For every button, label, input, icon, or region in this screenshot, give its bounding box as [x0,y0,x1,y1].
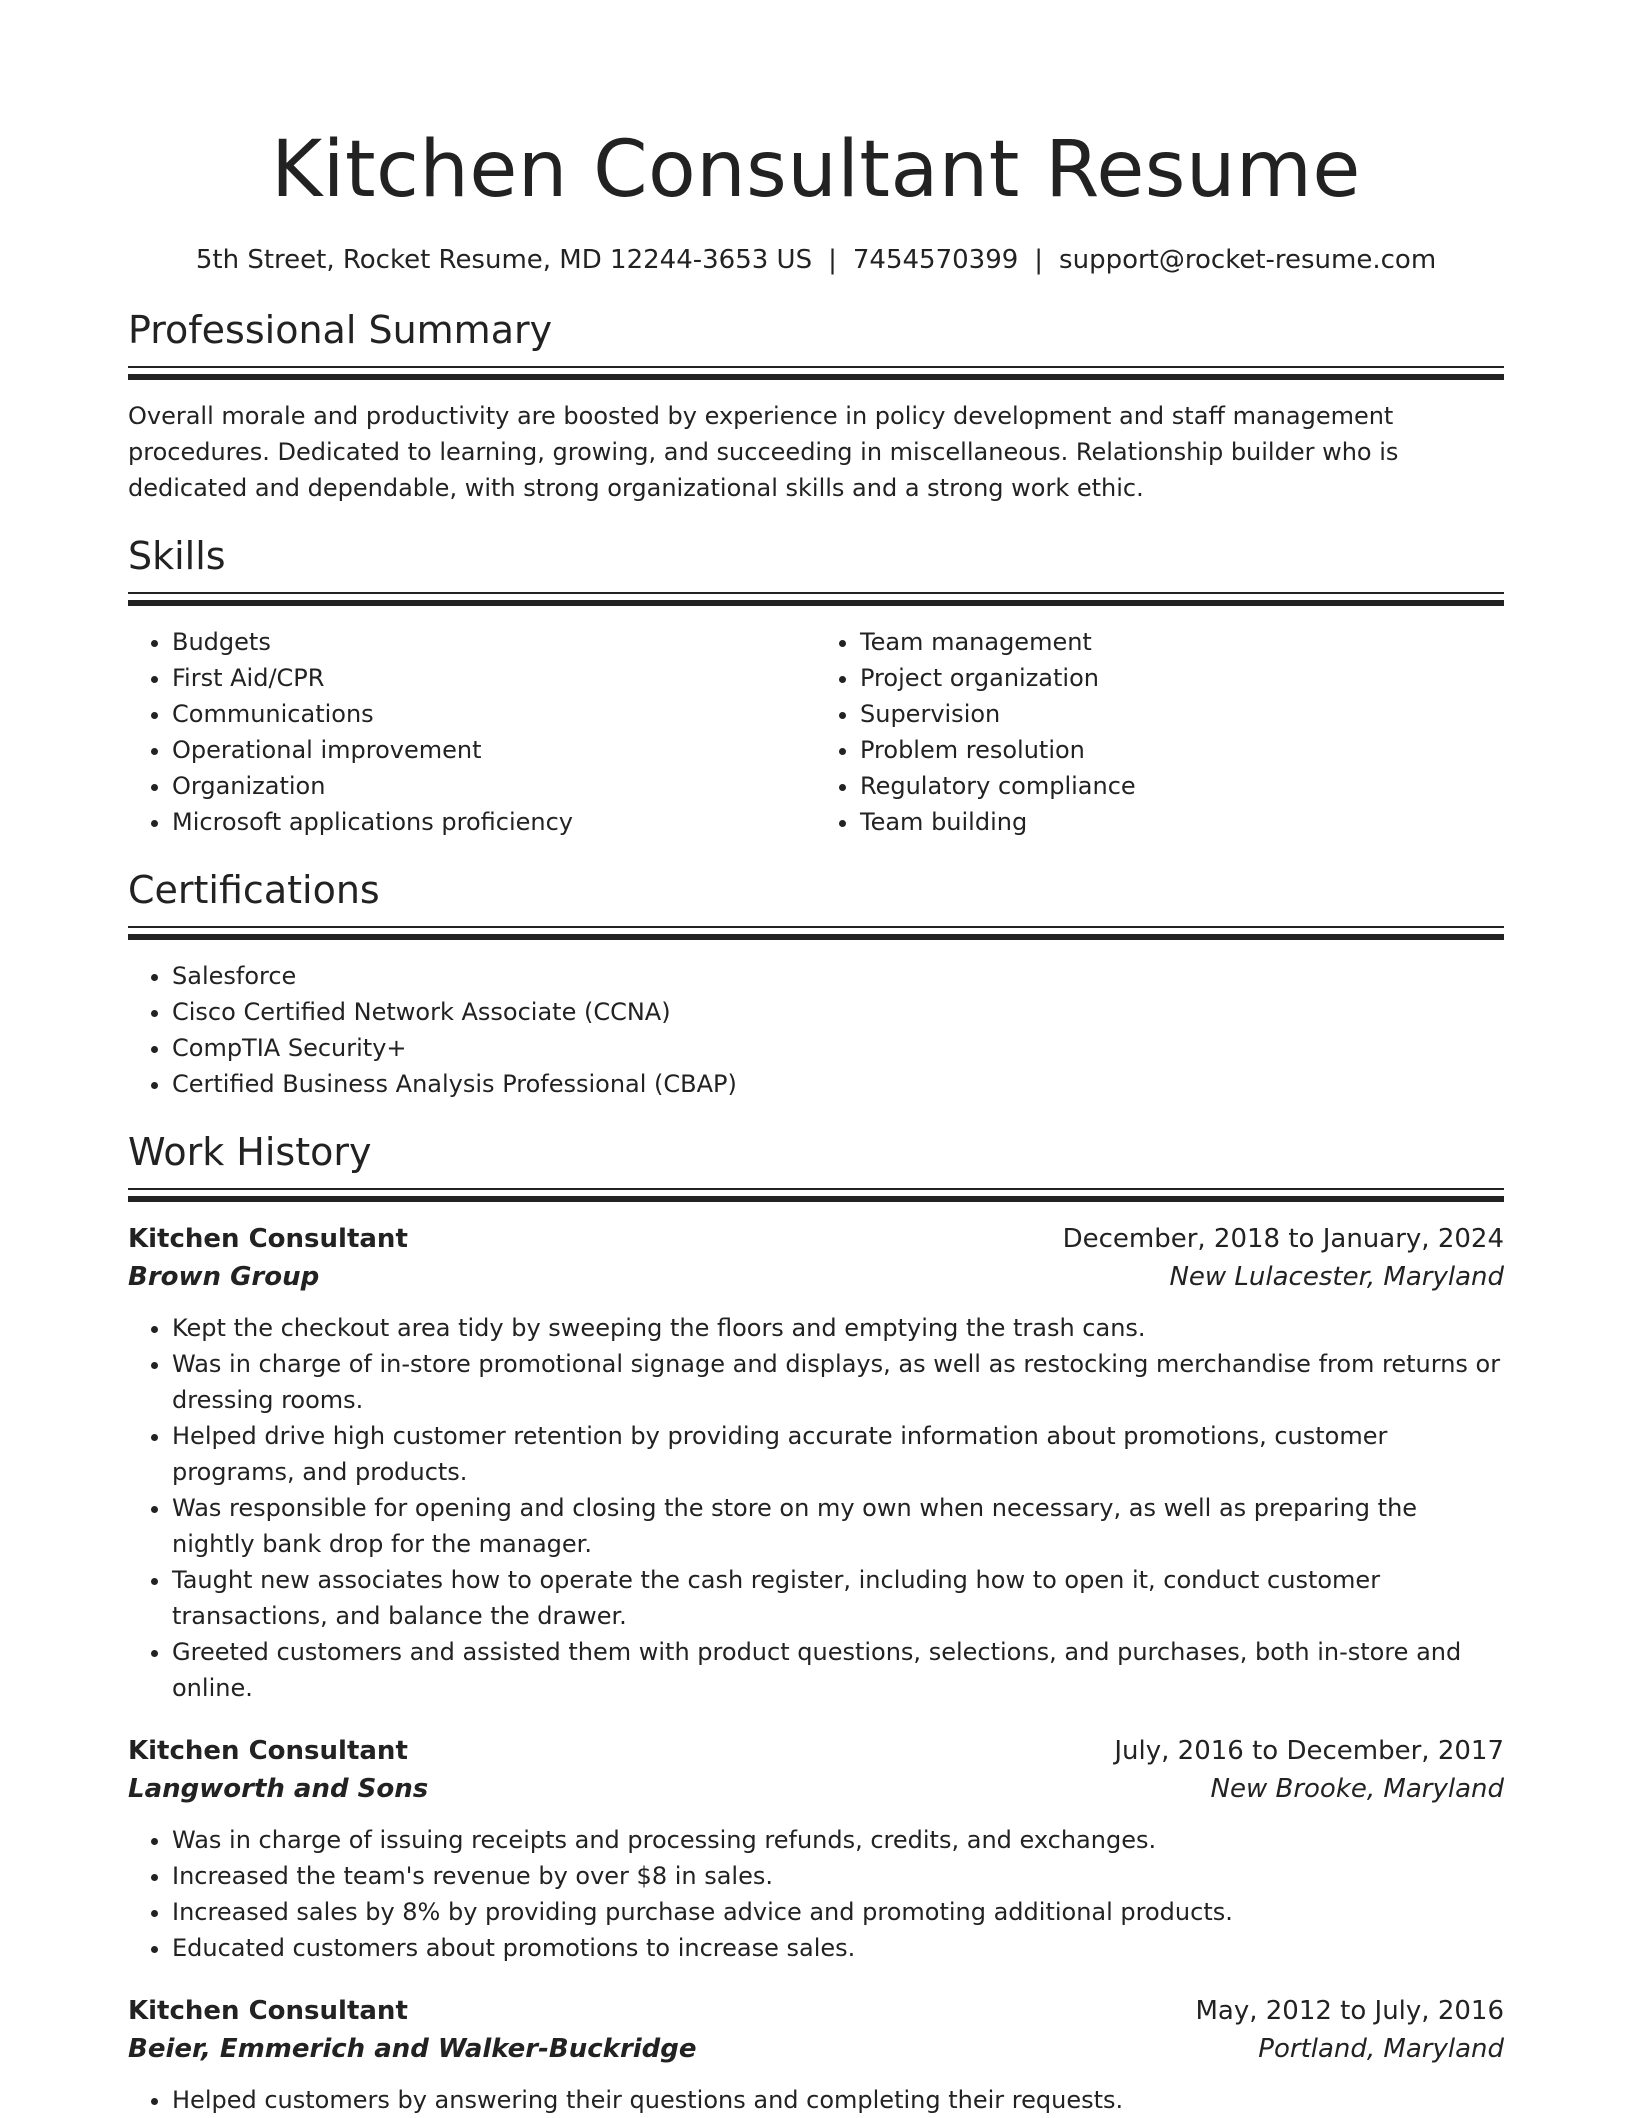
section-heading-certifications: Certifications [128,868,380,912]
section-heading-work: Work History [128,1130,372,1174]
skill-item: • First Aid/CPR [172,660,816,696]
job-duty: • Was responsible for opening and closing the store on my own when necessary, as well as preparing the nightly bank drop for the manager. [172,1490,1504,1562]
skill-item: • Team building [860,804,1504,840]
job-entry [128,1992,1504,2118]
job-duty: • Was in charge of in-store promotional signage and displays, as well as restocking merchandise from returns or dressing rooms. [172,1346,1504,1418]
skill-item: • Budgets [172,624,816,660]
contact-phone: 7454570399 [852,245,1019,275]
summary-text: Overall morale and productivity are boosted by experience in policy development and staff management procedures. Dedicated to learning, growing, and succeeding in miscellaneous. Relationship builder who is dedicated and dependable, with strong organizational skills and a strong work ethic. [128,402,1399,502]
job-duties [128,1822,1504,1966]
section-heading-summary: Professional Summary [128,308,553,352]
job-duty: • Helped customers by answering their questions and completing their requests. [172,2082,1504,2118]
skill-item: • Project organization [860,660,1504,696]
job-header-row [128,1732,1504,1770]
job-duty: • Helped drive high customer retention by providing accurate information about promotions, customer programs, and products. [172,1418,1504,1490]
certification-item: • CompTIA Security+ [172,1030,1504,1066]
job-duties [128,1310,1504,1706]
job-company: Langworth and Sons [128,1774,429,1804]
job-entry [128,1220,1504,1706]
job-duty: • Increased sales by 8% by providing purchase advice and promoting additional products. [172,1894,1504,1930]
job-company: Brown Group [128,1262,320,1292]
job-header-row [128,1220,1504,1258]
job-duty: • Educated customers about promotions to increase sales. [172,1930,1504,1966]
page-title: Kitchen Consultant Resume [271,125,1361,215]
job-company-row [128,2030,1504,2068]
work-history-section [128,1128,1504,2118]
job-dates: July, 2016 to December, 2017 [1114,1736,1504,1766]
job-location: New Lulacester, Maryland [1169,1262,1504,1292]
section-divider [128,366,1504,380]
skills-section [128,532,1504,840]
skills-list-left [128,624,816,840]
skill-item: • Supervision [860,696,1504,732]
skill-item: • Regulatory compliance [860,768,1504,804]
contact-email: support@rocket-resume.com [1059,245,1437,275]
job-title: Kitchen Consultant [128,1224,408,1254]
job-title: Kitchen Consultant [128,1996,408,2026]
job-location: New Brooke, Maryland [1210,1774,1504,1804]
section-heading-skills: Skills [128,534,226,578]
contact-separator: | [1034,245,1044,275]
certification-item: • Cisco Certified Network Associate (CCNA) [172,994,1504,1030]
job-duty: • Taught new associates how to operate the cash register, including how to open it, conduct customer transactions, and balance the drawer. [172,1562,1504,1634]
job-duty: • Increased the team's revenue by over $8 in sales. [172,1858,1504,1894]
job-entry [128,1732,1504,1966]
certification-item: • Salesforce [172,958,1504,994]
contact-address: 5th Street, Rocket Resume, MD 12244-3653 US [195,245,813,275]
skills-grid [128,624,1504,840]
job-company-row [128,1770,1504,1808]
section-divider [128,1188,1504,1202]
job-duty: • Was in charge of issuing receipts and processing refunds, credits, and exchanges. [172,1822,1504,1858]
section-divider [128,592,1504,606]
job-title: Kitchen Consultant [128,1736,408,1766]
skills-list-right [816,624,1504,840]
skill-item: • Team management [860,624,1504,660]
job-location: Portland, Maryland [1258,2034,1504,2064]
skill-item: • Operational improvement [172,732,816,768]
skill-item: • Microsoft applications proficiency [172,804,816,840]
job-header-row [128,1992,1504,2030]
job-company-row [128,1258,1504,1296]
job-company: Beier, Emmerich and Walker-Buckridge [128,2034,697,2064]
job-duty: • Kept the checkout area tidy by sweeping the floors and emptying the trash cans. [172,1310,1504,1346]
skill-item: • Organization [172,768,816,804]
section-divider [128,926,1504,940]
certifications-list [128,958,1504,1102]
job-duty: • Greeted customers and assisted them with product questions, selections, and purchases, both in-store and online. [172,1634,1504,1706]
job-duties [128,2082,1504,2118]
contact-separator: | [828,245,837,275]
summary-section [128,306,1504,506]
skill-item: • Communications [172,696,816,732]
job-dates: December, 2018 to January, 2024 [1062,1224,1504,1254]
certifications-section [128,866,1504,1102]
job-dates: May, 2012 to July, 2016 [1195,1996,1504,2026]
contact-line [128,242,1504,278]
certification-item: • Certified Business Analysis Professional (CBAP) [172,1066,1504,1102]
skill-item: • Problem resolution [860,732,1504,768]
